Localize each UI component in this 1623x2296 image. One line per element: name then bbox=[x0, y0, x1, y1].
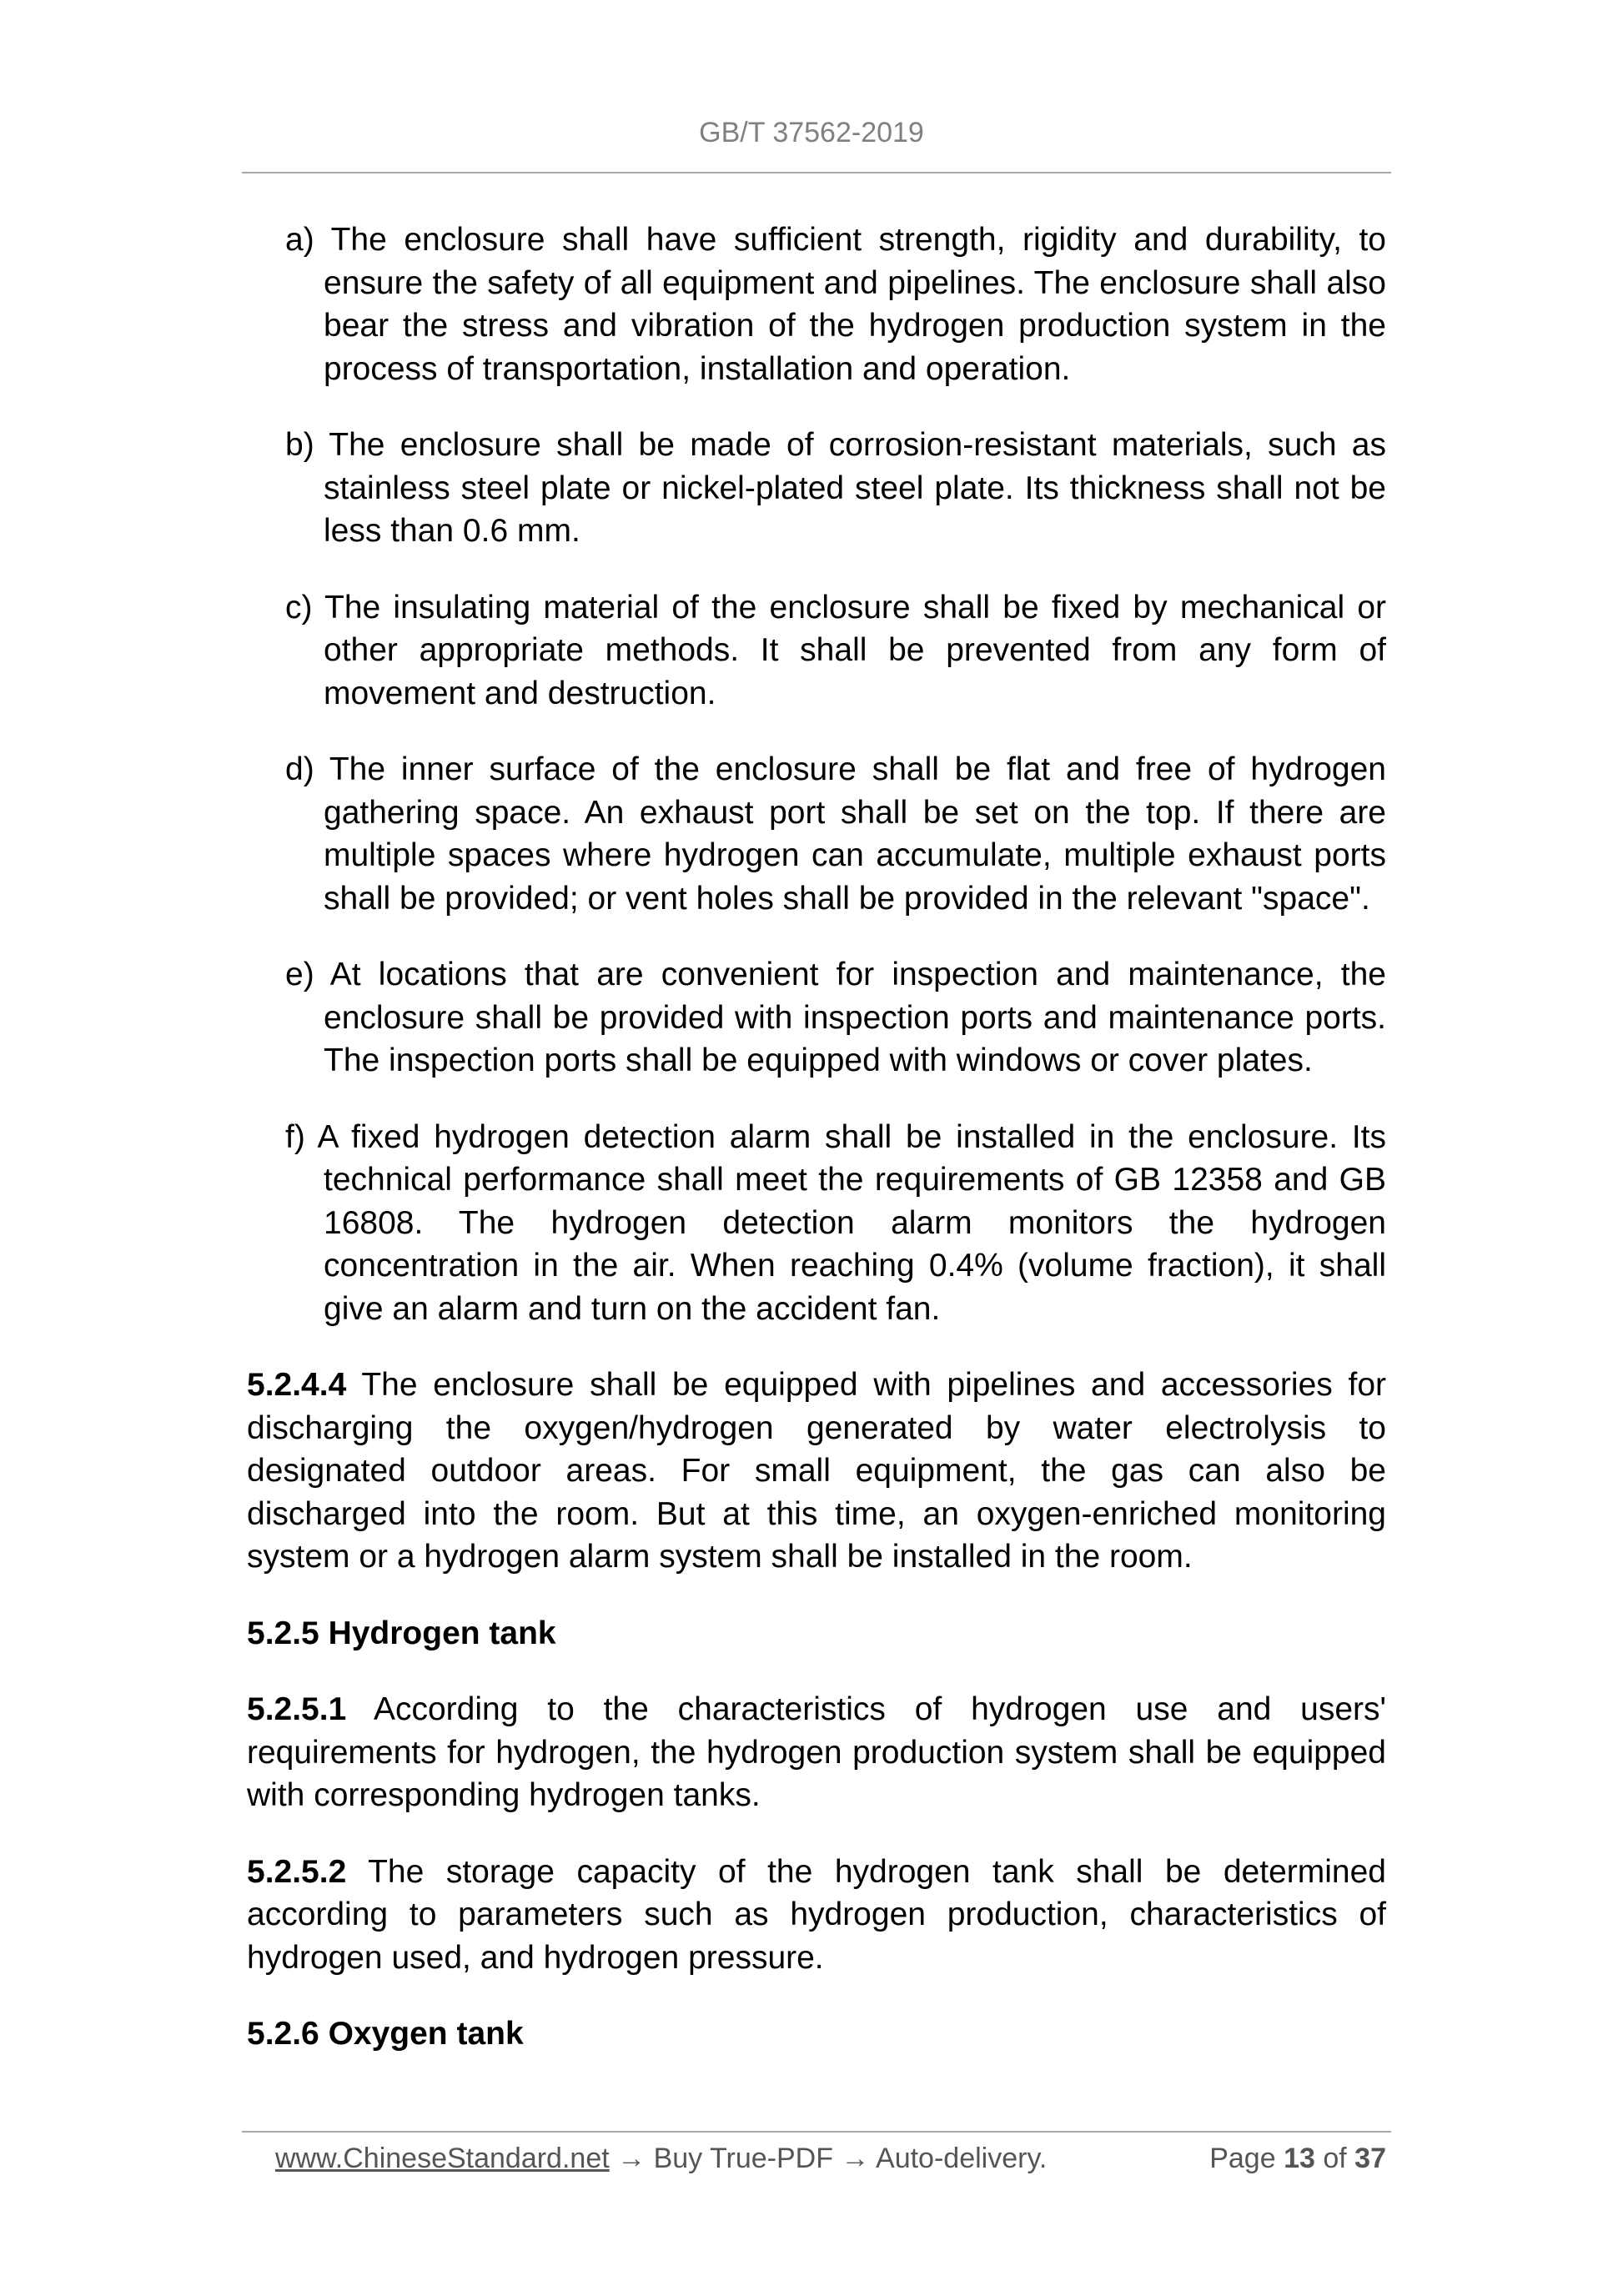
page-counter bbox=[1209, 2140, 1386, 2177]
page-total: 37 bbox=[1354, 2143, 1386, 2174]
list-marker: c) bbox=[285, 589, 313, 625]
footer-links bbox=[275, 2140, 1047, 2177]
list-item-e bbox=[285, 953, 1386, 1083]
list-item-text: The enclosure shall be made of corrosion-resistant materials, such as stainless steel plate or nickel-plated steel plate. Its thickness shall not be less than 0.6 mm. bbox=[324, 427, 1386, 549]
list-item-text: A fixed hydrogen detection alarm shall be installed in the enclosure. Its technical performance shall meet the requirements of GB 12358 and GB 16808. The hydrogen detection alarm monitors the hydrogen concentration in the air. When reaching 0.4% (volume fraction), it shall give an alarm and turn on the accident fan. bbox=[317, 1118, 1386, 1327]
list-item-d bbox=[285, 748, 1386, 920]
section-heading-hydrogen-tank: 5.2.5 Hydrogen tank bbox=[247, 1615, 556, 1651]
clause-number: 5.2.5.2 bbox=[247, 1853, 347, 1890]
list-marker: f) bbox=[285, 1118, 305, 1155]
list-item-a bbox=[285, 219, 1386, 390]
clause-number: 5.2.5.1 bbox=[247, 1691, 347, 1727]
buy-link: Buy True-PDF bbox=[653, 2143, 833, 2174]
clause-text: According to the characteristics of hydrogen use and users' requirements for hydrogen, the hydrogen production system shall be equipped with corresponding hydrogen tanks. bbox=[247, 1691, 1386, 1813]
clause-text: The storage capacity of the hydrogen tank shall be determined according to parameters such as hydrogen production, characteristics of hydrogen used, and hydrogen pressure. bbox=[247, 1853, 1386, 1976]
list-marker: e) bbox=[285, 957, 314, 992]
list-marker: b) bbox=[285, 427, 314, 463]
document-id-header: GB/T 37562-2019 bbox=[699, 117, 924, 148]
header-divider bbox=[242, 172, 1391, 173]
list-marker: a) bbox=[285, 222, 314, 258]
site-link[interactable]: www.ChineseStandard.net bbox=[275, 2143, 610, 2174]
clause-5-2-5-1 bbox=[247, 1688, 1386, 1817]
page-number: 13 bbox=[1284, 2143, 1315, 2174]
list-item-f bbox=[285, 1116, 1386, 1331]
list-item-c bbox=[285, 586, 1386, 716]
page-label: Page bbox=[1209, 2143, 1276, 2174]
arrow-icon: → bbox=[832, 2143, 877, 2174]
delivery-text: Auto-delivery. bbox=[876, 2143, 1048, 2174]
page-content bbox=[247, 219, 1386, 2089]
clause-number: 5.2.4.4 bbox=[247, 1367, 347, 1403]
clause-text: The enclosure shall be equipped with pipelines and accessories for discharging the oxygen/hydrogen generated by water electrolysis to designated outdoor areas. For small equipment, the gas can also be discharged into the room. But at this time, an oxygen-enriched monitoring system or a hydrogen alarm system shall be installed in the room. bbox=[247, 1367, 1386, 1575]
footer-divider bbox=[242, 2131, 1391, 2133]
clause-5-2-5-2 bbox=[247, 1851, 1386, 1980]
clause-5-2-4-4 bbox=[247, 1364, 1386, 1579]
list-item-text: At locations that are convenient for inspection and maintenance, the enclosure shall be provided with inspection ports and maintenance ports. The inspection ports shall be equipped with windows or cover plates. bbox=[324, 957, 1386, 1078]
list-item-text: The insulating material of the enclosure shall be fixed by mechanical or other appropriate methods. It shall be prevented from any form of movement and destruction. bbox=[324, 589, 1386, 711]
arrow-icon: → bbox=[609, 2143, 654, 2174]
list-item-b bbox=[285, 424, 1386, 553]
list-item-text: The enclosure shall have sufficient strength, rigidity and durability, to ensure the safety of all equipment and pipelines. The enclosure shall also bear the stress and vibration of the hydrogen production system in the process of transportation, installation and operation. bbox=[324, 222, 1386, 387]
list-marker: d) bbox=[285, 751, 314, 787]
section-heading-oxygen-tank: 5.2.6 Oxygen tank bbox=[247, 2016, 524, 2052]
list-item-text: The inner surface of the enclosure shall be flat and free of hydrogen gathering space. An exhaust port shall be set on the top. If there are multiple spaces where hydrogen can accumulate, multiple exhaust ports shall be provided; or vent holes shall be provided in the relevant "space". bbox=[324, 751, 1386, 917]
of-label: of bbox=[1323, 2143, 1347, 2174]
